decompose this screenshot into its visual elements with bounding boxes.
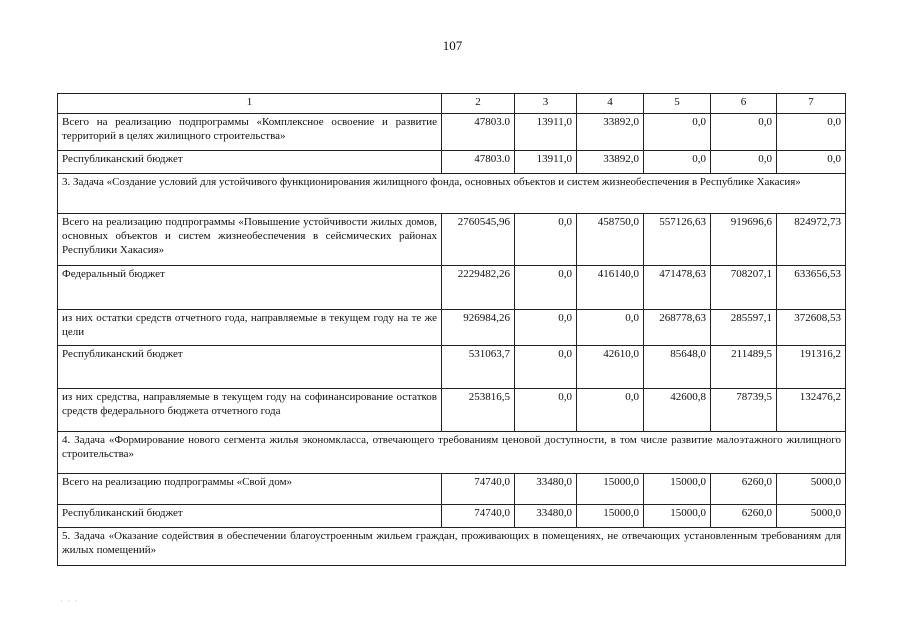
value-cell: 191316,2 [777,346,846,389]
value-cell: 416140,0 [577,266,644,310]
value-cell: 6260,0 [711,474,777,505]
row-label: Республиканский бюджет [58,505,442,528]
value-cell: 268778,63 [644,310,711,346]
value-cell: 926984,26 [442,310,515,346]
value-cell: 13911,0 [515,151,577,174]
task-label: 4. Задача «Формирование нового сегмента жилья экономкласса, отвечающего требованиям ценовой доступности, в том числе развитие малоэтажного жилищного строительства» [58,432,846,474]
value-cell: 42600,8 [644,389,711,432]
column-header: 5 [644,94,711,114]
value-cell: 78739,5 [711,389,777,432]
value-cell: 15000,0 [644,505,711,528]
value-cell: 0,0 [515,214,577,266]
column-header: 6 [711,94,777,114]
value-cell: 633656,53 [777,266,846,310]
row-label: Республиканский бюджет [58,151,442,174]
value-cell: 0,0 [777,151,846,174]
task-label: 5. Задача «Оказание содействия в обеспечении благоустроенным жильем граждан, проживающих в помещениях, не отвечающих установленным требованиям для жилых помещений» [58,528,846,566]
row-label: Республиканский бюджет [58,346,442,389]
value-cell: 0,0 [711,114,777,151]
value-cell: 33480,0 [515,505,577,528]
value-cell: 33480,0 [515,474,577,505]
value-cell: 531063,7 [442,346,515,389]
value-cell: 557126,63 [644,214,711,266]
value-cell: 372608,53 [777,310,846,346]
value-cell: 919696,6 [711,214,777,266]
value-cell: 33892,0 [577,114,644,151]
row-label: из них средства, направляемые в текущем году на софинансирование остатков средств федерального бюджета отчетного года [58,389,442,432]
table-row [58,214,846,266]
value-cell: 0,0 [644,151,711,174]
value-cell: 0,0 [577,310,644,346]
table-row [58,266,846,310]
table-row [58,310,846,346]
task-label: 3. Задача «Создание условий для устойчивого функционирования жилищного фонда, основных объектов и систем жизнеобеспечения в Республике Хакасия» [58,174,846,214]
task-row [58,174,846,214]
value-cell: 471478,63 [644,266,711,310]
table-row [58,474,846,505]
value-cell: 0,0 [577,389,644,432]
scan-artifact: · · · [60,596,79,606]
header-row [58,94,846,114]
value-cell: 6260,0 [711,505,777,528]
value-cell: 47803.0 [442,151,515,174]
column-header: 1 [58,94,442,114]
value-cell: 0,0 [711,151,777,174]
row-label: Всего на реализацию подпрограммы «Свой дом» [58,474,442,505]
table-row [58,389,846,432]
column-header: 4 [577,94,644,114]
table-row [58,505,846,528]
page-number: 107 [442,38,463,53]
column-header: 2 [442,94,515,114]
row-label: Федеральный бюджет [58,266,442,310]
value-cell: 458750,0 [577,214,644,266]
value-cell: 42610,0 [577,346,644,389]
value-cell: 74740,0 [442,505,515,528]
value-cell: 253816,5 [442,389,515,432]
value-cell: 0,0 [644,114,711,151]
value-cell: 824972,73 [777,214,846,266]
row-label: из них остатки средств отчетного года, направляемые в текущем году на те же цели [58,310,442,346]
value-cell: 74740,0 [442,474,515,505]
task-row [58,432,846,474]
value-cell: 5000,0 [777,505,846,528]
task-row [58,528,846,566]
value-cell: 13911,0 [515,114,577,151]
value-cell: 708207,1 [711,266,777,310]
value-cell: 5000,0 [777,474,846,505]
value-cell: 0,0 [515,266,577,310]
value-cell: 0,0 [515,310,577,346]
table-row [58,114,846,151]
row-label: Всего на реализацию подпрограммы «Повышение устойчивости жилых домов, основных объектов и систем жизнеобеспечения в сейсмических районах Республики Хакасия» [58,214,442,266]
budget-table [57,93,846,566]
value-cell: 2229482,26 [442,266,515,310]
column-header: 3 [515,94,577,114]
value-cell: 285597,1 [711,310,777,346]
value-cell: 85648,0 [644,346,711,389]
column-header: 7 [777,94,846,114]
value-cell: 0,0 [777,114,846,151]
value-cell: 47803.0 [442,114,515,151]
table-row [58,346,846,389]
value-cell: 15000,0 [577,505,644,528]
value-cell: 15000,0 [577,474,644,505]
value-cell: 15000,0 [644,474,711,505]
value-cell: 2760545,96 [442,214,515,266]
value-cell: 211489,5 [711,346,777,389]
table-row [58,151,846,174]
value-cell: 33892,0 [577,151,644,174]
value-cell: 0,0 [515,346,577,389]
value-cell: 0,0 [515,389,577,432]
value-cell: 132476,2 [777,389,846,432]
row-label: Всего на реализацию подпрограммы «Комплексное освоение и развитие территорий в целях жилищного строительства» [58,114,442,151]
